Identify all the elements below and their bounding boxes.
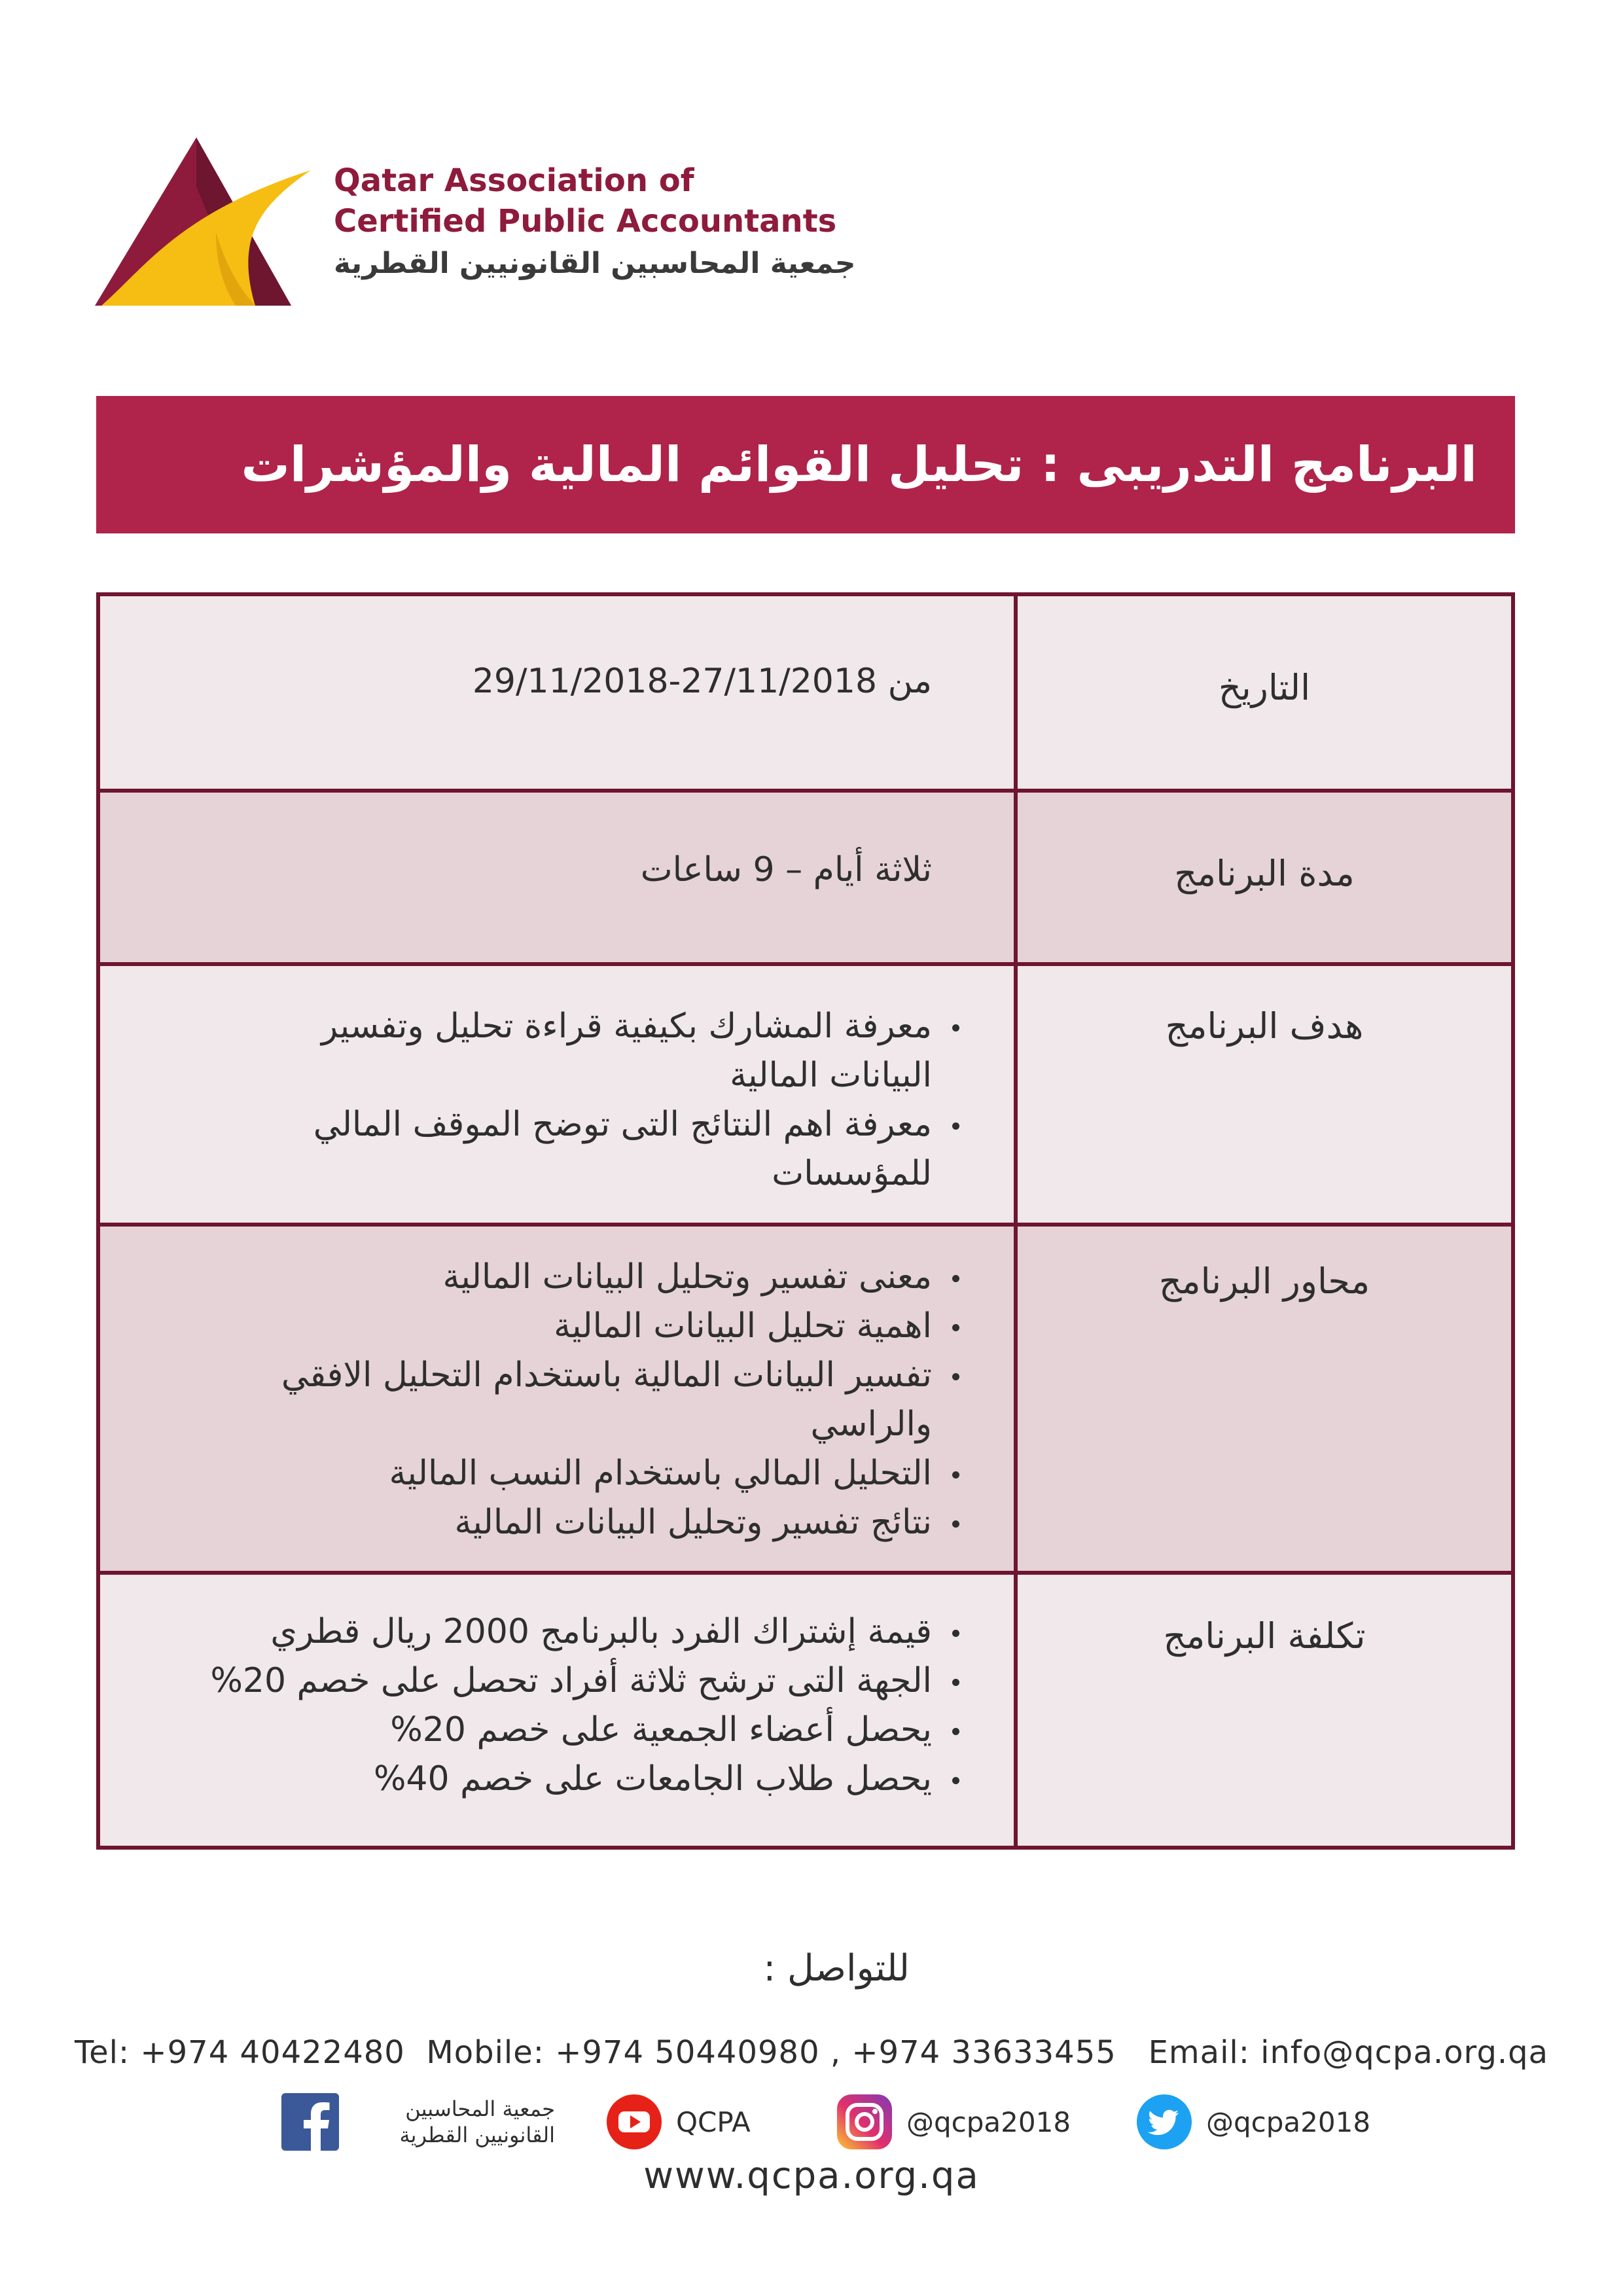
duration-label-cell	[1016, 791, 1513, 964]
program-info-table	[96, 592, 1515, 1850]
list-item: قيمة إشتراك الفرد بالبرنامج 2000 ريال قطري	[126, 1607, 932, 1657]
twitter-link[interactable]	[1135, 2089, 1370, 2155]
table-row-cost	[98, 1573, 1513, 1848]
date-value	[126, 662, 932, 701]
date-label-cell	[1016, 594, 1513, 791]
program-title: البرنامج التدريبى : تحليل القوائم المالية والمؤشرات	[241, 437, 1477, 493]
axes-value-cell	[98, 1225, 1016, 1573]
table-row-date	[98, 594, 1513, 791]
website-link[interactable]: www.qcpa.org.qa	[643, 2155, 980, 2197]
duration-value: ثلاثة أيام – 9 ساعات	[640, 850, 932, 889]
cost-label: تكلفة البرنامج	[1163, 1615, 1366, 1657]
table-row-goal	[98, 964, 1513, 1225]
youtube-handle: QCPA	[676, 2106, 751, 2138]
instagram-icon[interactable]	[836, 2093, 893, 2151]
logo-arabic-name: جمعية المحاسبين القانونيين القطرية	[334, 247, 856, 280]
list-item: التحليل المالي باستخدام النسب المالية	[179, 1449, 932, 1498]
date-range: 29/11/2018-27/11/2018	[472, 662, 878, 701]
contact-title: للتواصل :	[763, 1947, 910, 1990]
instagram-handle: @qcpa2018	[906, 2106, 1071, 2138]
contact-info[interactable]: Tel: +974 40422480 Mobile: +974 50440980 , +974 33633455 Email: info@qcpa.org.qa	[74, 2034, 1549, 2071]
logo-english-line2: Certified Public Accountants	[334, 203, 837, 240]
qcpa-logo	[95, 134, 856, 311]
table-row-duration	[98, 791, 1513, 964]
facebook-handle: جمعية المحاسبين القانونيين القطرية	[399, 2096, 555, 2147]
list-item: معرفة المشارك بكيفية قراءة تحليل وتفسير البيانات المالية	[251, 1002, 932, 1100]
youtube-link[interactable]	[605, 2089, 751, 2155]
facebook-icon[interactable]	[281, 2093, 339, 2151]
list-item: معرفة اهم النتائج التى توضح الموقف المالي للمؤسسات	[251, 1100, 932, 1198]
list-item: الجهة التى ترشح ثلاثة أفراد تحصل على خصم 20%	[126, 1657, 932, 1706]
logo-english-name	[334, 160, 836, 242]
date-label: التاريخ	[1218, 667, 1311, 708]
goal-list	[251, 1002, 932, 1198]
cost-value-cell	[98, 1573, 1016, 1848]
program-title-banner	[96, 396, 1515, 533]
axes-list	[179, 1253, 932, 1547]
duration-value-cell	[98, 791, 1016, 964]
qcpa-logo-mark-icon	[95, 134, 317, 308]
list-item: يحصل طلاب الجامعات على خصم 40%	[126, 1755, 932, 1804]
instagram-link[interactable]	[836, 2089, 1071, 2155]
twitter-icon[interactable]	[1135, 2093, 1193, 2151]
cost-list	[126, 1607, 932, 1804]
goal-label-cell	[1016, 964, 1513, 1225]
youtube-icon[interactable]	[605, 2093, 663, 2151]
duration-label: مدة البرنامج	[1174, 853, 1355, 894]
table-row-axes	[98, 1225, 1513, 1573]
list-item: اهمية تحليل البيانات المالية	[179, 1302, 932, 1351]
date-value-cell	[98, 594, 1016, 791]
facebook-link[interactable]	[281, 2089, 555, 2155]
twitter-handle: @qcpa2018	[1206, 2106, 1371, 2138]
date-prefix: من	[887, 662, 932, 701]
list-item: معنى تفسير وتحليل البيانات المالية	[179, 1253, 932, 1302]
list-item: نتائج تفسير وتحليل البيانات المالية	[179, 1498, 932, 1547]
cost-label-cell	[1016, 1573, 1513, 1848]
list-item: يحصل أعضاء الجمعية على خصم 20%	[126, 1706, 932, 1755]
goal-value-cell	[98, 964, 1016, 1225]
logo-english-line1: Qatar Association of	[334, 162, 694, 199]
axes-label-cell	[1016, 1225, 1513, 1573]
goal-label: هدف البرنامج	[1165, 1005, 1364, 1047]
axes-label: محاور البرنامج	[1158, 1261, 1370, 1302]
list-item: تفسير البيانات المالية باستخدام التحليل الافقي والراسي	[179, 1351, 932, 1449]
